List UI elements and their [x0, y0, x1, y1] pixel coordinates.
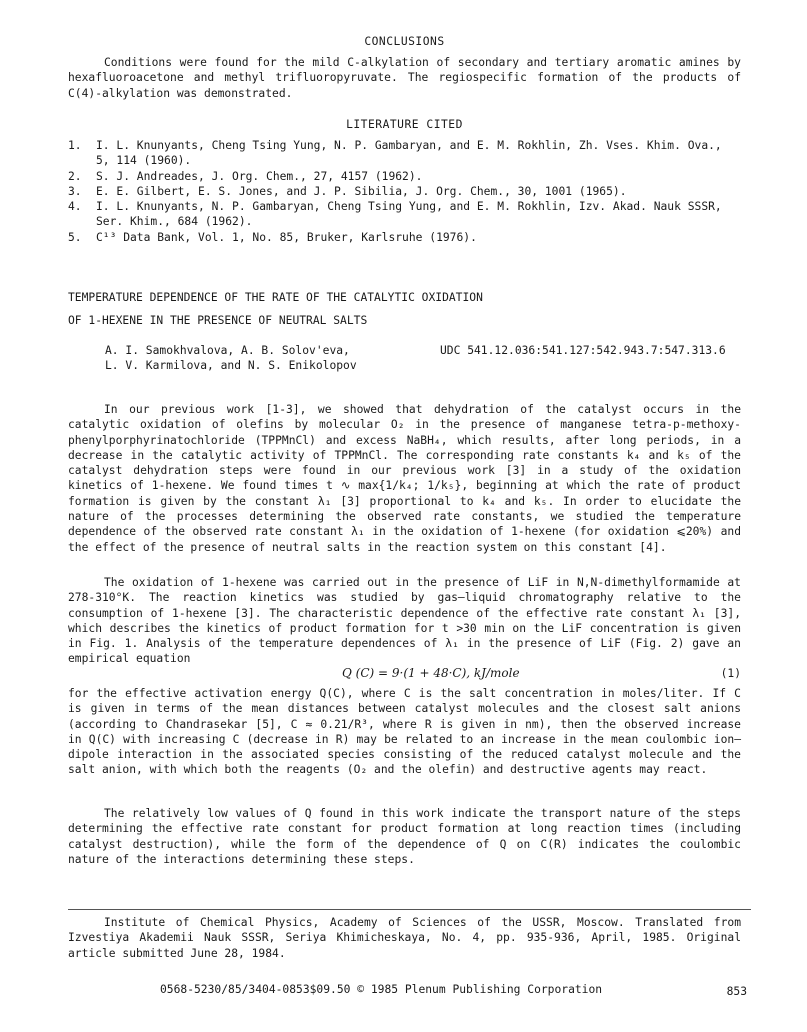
author-list	[105, 343, 405, 374]
conclusions-text: Conditions were found for the mild C-alkylation of secondary and tertiary aromatic amines by hexafluoroacetone and methyl trifluoropyruvate. The regiospecific formation of the products of C(4)-alkylation was demonstrated.	[68, 56, 741, 100]
reference-item: 5. C¹³ Data Bank, Vol. 1, No. 85, Bruker, Karlsruhe (1976).	[68, 230, 477, 244]
body-paragraph-1: In our previous work [1-3], we showed that dehydration of the catalyst occurs in the catalytic oxidation of olefins by molecular O₂ in the presence of manganese tetra-p-methoxy-phenylporphyrinatochloride (TPPMnCl) and excess NaBH₄, which results, after long periods, in a decrease in the catalytic activity of TPPMnCl. The corresponding rate constants k₄ and k₅ of the catalyst dehydration steps were found in our previous work [3] in a study of the oxidation kinetics of 1-hexene. We found times t ∿ max{1/k₄; 1/k₅}, beginning at which the rate of product formation is given by the constant λ₁ [3] proportional to k₄ and k₅. In order to elucidate the nature of the processes determining the observed rate constants, we studied the temperature dependence of the observed rate constant λ₁ in the oxidation of 1-hexene (for oxidation ⩽20%) and the effect of the presence of neutral salts in the reaction system on this constant [4].	[68, 403, 741, 554]
article-title-line1: TEMPERATURE DEPENDENCE OF THE RATE OF THE CATALYTIC OXIDATION	[68, 291, 483, 304]
reference-item: 4. I. L. Knunyants, N. P. Gambaryan, Cheng Tsing Yung, and E. M. Rokhlin, Izv. Akad. Nauk SSSR, Ser. Khim., 684 (1962).	[68, 200, 722, 229]
reference-item: 1. I. L. Knunyants, Cheng Tsing Yung, N. P. Gambaryan, and E. M. Rokhlin, Zh. Vses. Khim. Ova., 5, 114 (1960).	[68, 139, 722, 168]
footnote-divider	[68, 909, 751, 910]
equation-1	[68, 666, 741, 684]
page-number: 853	[726, 985, 747, 998]
equation-number: (1)	[720, 667, 741, 680]
footnote-text: Institute of Chemical Physics, Academy of Sciences of the USSR, Moscow. Translated from Izvestiya Akademii Nauk SSSR, Seriya Khimicheskaya, No. 4, pp. 935-936, April, 1985. Original article submitted June 28, 1984.	[68, 916, 741, 960]
body-paragraph-4: The relatively low values of Q found in this work indicate the transport nature of the steps determining the effective rate constant for product formation at long reaction times (including catalyst destruction), while the form of the dependence of Q on C(R) indicates the coulombic nature of the interactions determining these steps.	[68, 807, 741, 866]
reference-item: 3. E. E. Gilbert, E. S. Jones, and J. P. Sibilia, J. Org. Chem., 30, 1001 (1965).	[68, 184, 627, 198]
authors-line1: A. I. Samokhvalova, A. B. Solov'eva,	[105, 344, 350, 357]
copyright-line: 0568-5230/85/3404-0853$09.50 © 1985 Plenum Publishing Corporation	[160, 983, 603, 996]
reference-list	[68, 138, 741, 245]
body-paragraph-2: The oxidation of 1-hexene was carried out in the presence of LiF in N,N-dimethylformamide at 278-310°K. The reaction kinetics was studied by gas—liquid chromatography relative to the consumption of 1-hexene [3]. The characteristic dependence of the effective rate constant λ₁ [3], which describes the kinetics of product formation for t >30 min on the LiF concentration is given in Fig. 1. Analysis of the temperature dependences of λ₁ in the presence of LiF (Fig. 2) gave an empirical equation	[68, 576, 741, 666]
reference-item: 2. S. J. Andreades, J. Org. Chem., 27, 4157 (1962).	[68, 169, 423, 183]
article-title-line2: OF 1-HEXENE IN THE PRESENCE OF NEUTRAL SALTS	[68, 314, 368, 327]
udc-code: UDC 541.12.036:541.127:542.943.7:547.313.6	[440, 344, 726, 357]
equation-formula: Q (C) = 9·(1 + 48·C), kJ/mole	[342, 666, 520, 680]
body-paragraph-3: for the effective activation energy Q(C), where C is the salt concentration in moles/liter. If C is given in terms of the mean distances between catalyst molecules and the closest salt anions (according to Chandrasekar [5], C ≈ 0.21/R³, where R is given in nm), then the observed increase in Q(C) with increasing C (decrease in R) may be related to an increase in the mean coulombic ion—dipole interaction in the associated species consisting of the reduced catalyst molecule and the salt anion, with which both the reagents (O₂ and the olefin) and destructive agents may react.	[68, 687, 741, 777]
literature-heading: LITERATURE CITED	[346, 118, 463, 131]
conclusions-heading: CONCLUSIONS	[364, 35, 445, 48]
authors-line2: L. V. Karmilova, and N. S. Enikolopov	[105, 359, 357, 373]
